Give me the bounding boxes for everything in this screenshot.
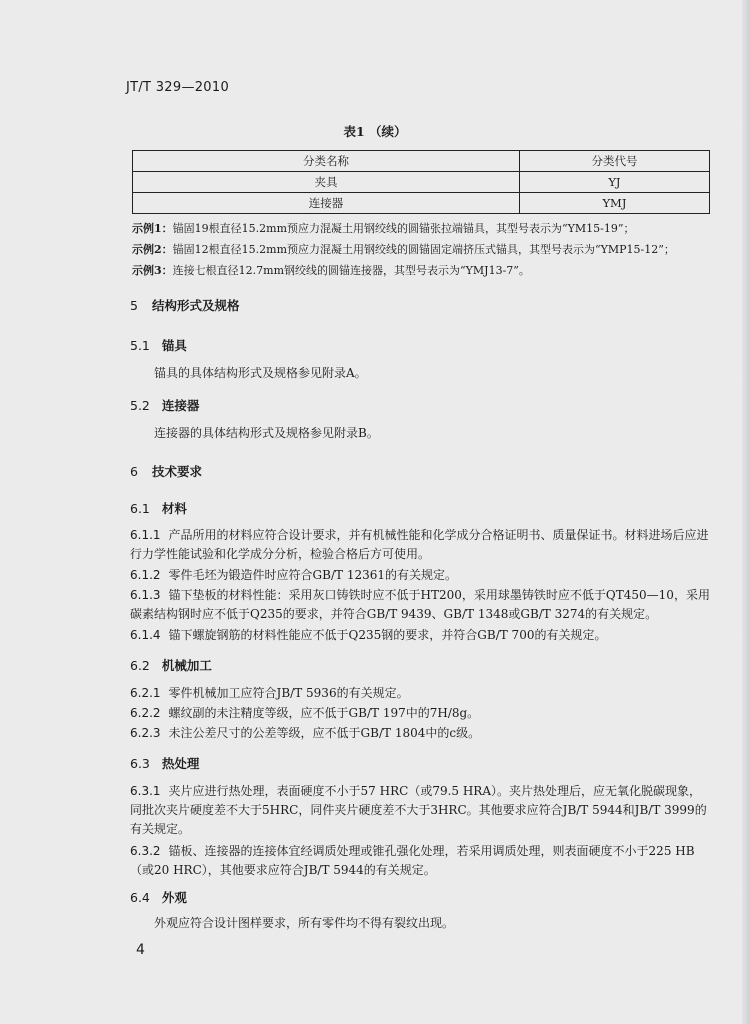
table-cell-code: YJ xyxy=(519,172,709,193)
classification-table xyxy=(132,150,710,214)
example-text: 锚固12根直径15.2mm预应力混凝土用钢绞线的圆锚固定端挤压式锚具，其型号表示为“YMP15-12”； xyxy=(172,243,675,256)
clause-6-3-2: 6.3.2 锚板、连接器的连接体宜经调质处理或锥孔强化处理，若采用调质处理，则表面硬度不小于225 HB（或20 HRC），其他要求应符合JB/T 5944的有关规定。 xyxy=(130,844,695,877)
section-heading: 5 结构形式及规格 xyxy=(130,298,240,313)
clause-6-1-3: 6.1.3 锚下垫板的材料性能：采用灰口铸铁时应不低于HT200，采用球墨铸铁时应不低于QT450—10，采用碳素结构钢时应不低于Q235的要求，并符合GB/T 9439、GB/T 1348或GB/T 3274的有关规定。 xyxy=(130,588,710,621)
subsection-heading: 6.4 外观 xyxy=(130,890,187,905)
clause-6-2-3: 6.2.3 未注公差尺寸的公差等级，应不低于GB/T 1804中的c级。 xyxy=(130,726,481,740)
example-label: 示例3： xyxy=(132,264,173,277)
example-item xyxy=(132,239,675,260)
standard-number: JT/T 329—2010 xyxy=(126,80,230,95)
subsection-heading: 6.2 机械加工 xyxy=(130,658,212,673)
table-header-row xyxy=(133,151,710,172)
table-cell-name: 夹具 xyxy=(133,172,520,193)
subsection-heading: 6.3 热处理 xyxy=(130,756,200,771)
clause-6-1-1: 6.1.1 产品所用的材料应符合设计要求，并有机械性能和化学成分合格证明书、质量保证书。材料进场后应进行力学性能试验和化学成分分析，检验合格后方可使用。 xyxy=(130,528,709,561)
table-row xyxy=(133,193,710,214)
column-header-name: 分类名称 xyxy=(133,151,520,172)
subsection-heading: 5.1 锚具 xyxy=(130,338,187,353)
table-cell-name: 连接器 xyxy=(133,193,520,214)
clause-6-1-4: 6.1.4 锚下螺旋钢筋的材料性能应不低于Q235钢的要求，并符合GB/T 700的有关规定。 xyxy=(130,628,607,642)
subsection-heading: 5.2 连接器 xyxy=(130,398,200,413)
page-edge-shadow xyxy=(742,0,750,1024)
clause-6-1-2: 6.1.2 零件毛坯为锻造件时应符合GB/T 12361的有关规定。 xyxy=(130,568,457,582)
table-cell-code: YMJ xyxy=(519,193,709,214)
examples-block xyxy=(132,218,675,281)
clause-6-3-1: 6.3.1 夹片应进行热处理，表面硬度不小于57 HRC（或79.5 HRA）。夹片热处理后，应无氧化脱碳现象，同批次夹片硬度差不大于5HRC，同件夹片硬度差不大于3HRC。其他要求应符合JB/T 5944和JB/T 3999的有关规定。 xyxy=(130,784,707,836)
example-label: 示例1： xyxy=(132,222,173,235)
paragraph: 连接器的具体结构形式及规格参见附录B。 xyxy=(154,426,379,440)
table-row xyxy=(133,172,710,193)
page-number: 4 xyxy=(136,942,145,958)
subsection-heading: 6.1 材料 xyxy=(130,501,187,516)
section-heading: 6 技术要求 xyxy=(130,464,202,479)
example-text: 连接七根直径12.7mm钢绞线的圆锚连接器，其型号表示为“YMJ13-7”。 xyxy=(172,264,530,277)
example-item xyxy=(132,260,675,281)
example-item xyxy=(132,218,675,239)
clause-6-2-1: 6.2.1 零件机械加工应符合JB/T 5936的有关规定。 xyxy=(130,686,409,700)
paragraph: 外观应符合设计图样要求，所有零件均不得有裂纹出现。 xyxy=(154,916,455,930)
clause-6-2-2: 6.2.2 螺纹副的未注精度等级，应不低于GB/T 197中的7H/8g。 xyxy=(130,706,480,720)
example-label: 示例2： xyxy=(132,243,173,256)
example-text: 锚固19根直径15.2mm预应力混凝土用钢绞线的圆锚张拉端锚具，其型号表示为“YM15-19”； xyxy=(172,222,635,235)
column-header-code: 分类代号 xyxy=(519,151,709,172)
paragraph: 锚具的具体结构形式及规格参见附录A。 xyxy=(154,366,367,380)
table-title: 表1 （续） xyxy=(343,124,407,139)
